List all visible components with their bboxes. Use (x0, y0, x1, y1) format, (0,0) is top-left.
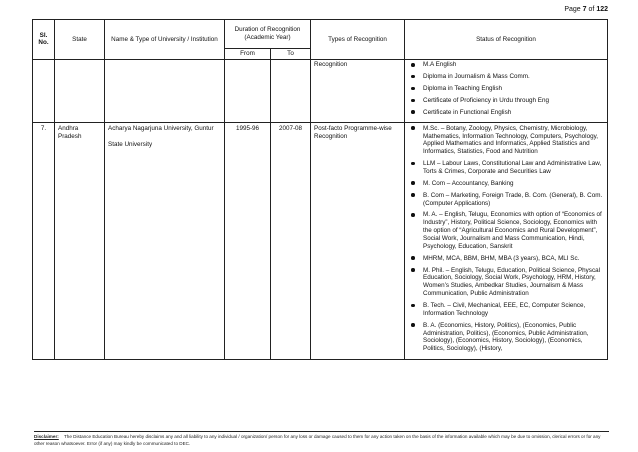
status-item: Certificate of Proficiency in Urdu through Eng (408, 97, 604, 105)
status-item: M. A. – English, Telugu, Economics with option of “Economics of Industry”, History, Political Science, Sociology, Economics with the option of “Agricultural Economics and Rural Development”, Social Work, Journalism and Mass Communication, Hindi, Psychology, Education, Sanskrit (408, 211, 604, 250)
status-item: MHRM, MCA, BBM, BHM, MBA (3 years), BCA, MLI Sc. (408, 255, 604, 263)
status-list (408, 61, 604, 116)
cell-to: 2007-08 (271, 123, 311, 359)
header-sl-no: Sl. No. (33, 20, 55, 60)
page-total: 122 (596, 6, 608, 13)
cell-to (271, 59, 311, 122)
cell-sl-no (33, 59, 55, 122)
table-row-continuation (33, 59, 608, 122)
table-row-7 (33, 123, 608, 359)
cell-sl-no: 7. (33, 123, 55, 359)
page-of: of (588, 6, 595, 13)
status-item: M. Com – Accountancy, Banking (408, 180, 604, 188)
header-from: From (225, 49, 271, 60)
status-item: B. A. (Economics, History, Politics), (Economics, Public Administration, Politics), (Economics, Public Administration, Sociology), (Economics, History, Sociology), (Economics, Politics, Sociology), (History, (408, 322, 604, 353)
university-type: State University (108, 140, 153, 148)
disclaimer (34, 431, 609, 447)
status-list (408, 125, 604, 353)
status-item: B. Com – Marketing, Foreign Trade, B. Com. (General), B. Com. (Computer Applications) (408, 192, 604, 208)
cell-name-type (105, 59, 225, 122)
status-item: M.Sc. – Botany, Zoology, Physics, Chemistry, Microbiology, Mathematics, Information Technology, Computers, Psychology, Applied Mathematics and Informatics, Applied Statistics and Informatics, Statistics, Food and Nutrition (408, 125, 604, 156)
header-status: Status of Recognition (405, 20, 608, 60)
page-number (564, 6, 608, 13)
cell-name-type (105, 123, 225, 359)
status-item: M. Phil. – English, Telugu, Education, Political Science, Physcal Education, Sociology, Social Work, Psychology, HRM, History, Women’s Studies, Ambedkar Studies, Journalism & Mass Communication, Public Administration (408, 267, 604, 298)
cell-types: Recognition (311, 59, 405, 122)
status-item: LLM – Labour Laws, Constitutional Law and Administrative Law, Torts & Crimes, Corporate and Securities Law (408, 160, 604, 176)
disclaimer-label: Disclaimer: (34, 434, 59, 439)
status-item: Certificate in Functional English (408, 109, 604, 117)
university-name: Acharya Nagarjuna University, Guntur (108, 124, 214, 132)
cell-status (405, 59, 608, 122)
header-state: State (55, 20, 105, 60)
recognition-table (32, 19, 608, 360)
cell-from: 1995-96 (225, 123, 271, 359)
cell-status (405, 123, 608, 359)
disclaimer-text: The Distance Education Bureau hereby disclaims any and all liability to any individual / organization/ person for any loss or damage caused to them for any action taken on the basis of the information available which may be due to omission, clerical errors or for any other reason whatsoever. Error (if any) may kindly be communicated to DEC. (34, 434, 601, 446)
cell-types: Post-facto Programme-wise Recognition (311, 123, 405, 359)
page-prefix: Page (564, 6, 581, 13)
header-duration: Duration of Recognition (Academic Year) (225, 20, 311, 49)
cell-state (55, 59, 105, 122)
status-item: B. Tech. – Civil, Mechanical, EEE, EC, Computer Science, Information Technology (408, 302, 604, 318)
cell-state: Andhra Pradesh (55, 123, 105, 359)
status-item: Diploma in Journalism & Mass Comm. (408, 73, 604, 81)
page-current: 7 (582, 6, 587, 13)
header-types: Types of Recognition (311, 20, 405, 60)
status-item: Diploma in Teaching English (408, 85, 604, 93)
header-to: To (271, 49, 311, 60)
cell-from (225, 59, 271, 122)
header-row (33, 20, 608, 49)
status-item: M.A English (408, 61, 604, 69)
header-name-type: Name & Type of University / Institution (105, 20, 225, 60)
